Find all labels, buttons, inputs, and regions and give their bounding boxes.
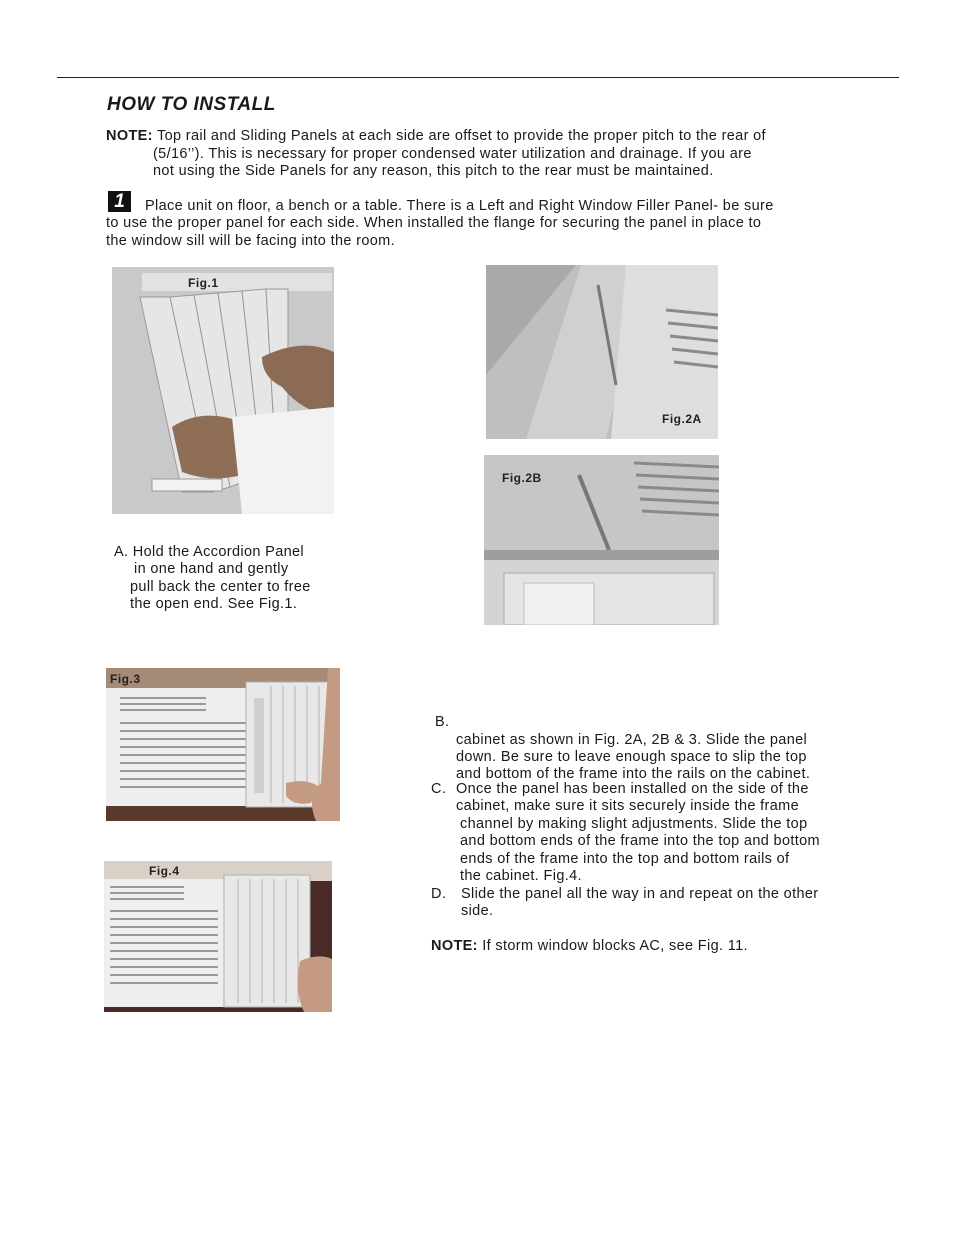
note-top-line1	[106, 128, 766, 146]
stepC-line5: ends of the frame into the top and bottom rails of	[460, 851, 790, 867]
stepC-line6: the cabinet. Fig.4.	[460, 868, 582, 884]
note-top-line3: not using the Side Panels for any reason, this pitch to the rear must be maintained.	[153, 163, 714, 179]
fig4-photo	[104, 861, 332, 1012]
fig2b-label: Fig.2B	[502, 471, 542, 485]
note-bottom-text: If storm window blocks AC, see Fig. 11.	[482, 938, 748, 954]
stepC-line2: cabinet, make sure it sits securely inside the frame	[456, 798, 799, 814]
fig1-photo	[112, 267, 334, 514]
stepD-line2: side.	[461, 903, 494, 919]
stepC-line3: channel by making slight adjustments. Slide the top	[460, 816, 808, 832]
fig4-label: Fig.4	[149, 864, 180, 878]
step-number-badge: 1	[108, 191, 131, 212]
stepB-line3: and bottom of the frame into the rails on the cabinet.	[456, 766, 811, 782]
fig2b-photo	[484, 455, 719, 625]
stepD-line1: Slide the panel all the way in and repeat on the other	[461, 886, 819, 902]
stepB-line2: down. Be sure to leave enough space to slip the top	[456, 749, 807, 765]
note-label: NOTE:	[106, 128, 153, 144]
fig3-label: Fig.3	[110, 672, 141, 686]
stepC-line1: Once the panel has been installed on the side of the	[456, 781, 809, 797]
fig3-photo	[106, 668, 340, 821]
stepC-line4: and bottom ends of the frame into the top and bottom	[460, 833, 820, 849]
section-heading: HOW TO INSTALL	[107, 94, 276, 115]
stepB-letter: B.	[435, 714, 450, 730]
fig1-label: Fig.1	[188, 276, 219, 290]
stepC-letter: C.	[431, 781, 447, 797]
fig2a-photo	[486, 265, 718, 439]
fig2a-label: Fig.2A	[662, 412, 702, 426]
note-bottom	[431, 938, 748, 956]
header-rule	[57, 77, 899, 78]
note-top-line2: (5/16’’). This is necessary for proper condensed water utilization and drainage. If you are	[153, 146, 752, 162]
stepB-line1: cabinet as shown in Fig. 2A, 2B & 3. Slide the panel	[456, 732, 808, 748]
step1-line2: to use the proper panel for each side. When installed the flange for securing the panel in place to	[106, 215, 762, 231]
stepA-line3: pull back the center to free	[130, 579, 311, 595]
stepA-line1: A. Hold the Accordion Panel	[114, 544, 305, 560]
note-bottom-label: NOTE:	[431, 938, 478, 954]
note-text: Top rail and Sliding Panels at each side are offset to provide the proper pitch to the rear of	[156, 128, 766, 144]
step1-line1: Place unit on floor, a bench or a table. There is a Left and Right Window Filler Panel- be sure	[145, 198, 774, 214]
stepA-line4: the open end. See Fig.1.	[130, 596, 298, 612]
stepA-line2: in one hand and gently	[134, 561, 289, 577]
stepD-letter: D.	[431, 886, 447, 902]
step1-line3: the window sill will be facing into the room.	[106, 233, 395, 249]
